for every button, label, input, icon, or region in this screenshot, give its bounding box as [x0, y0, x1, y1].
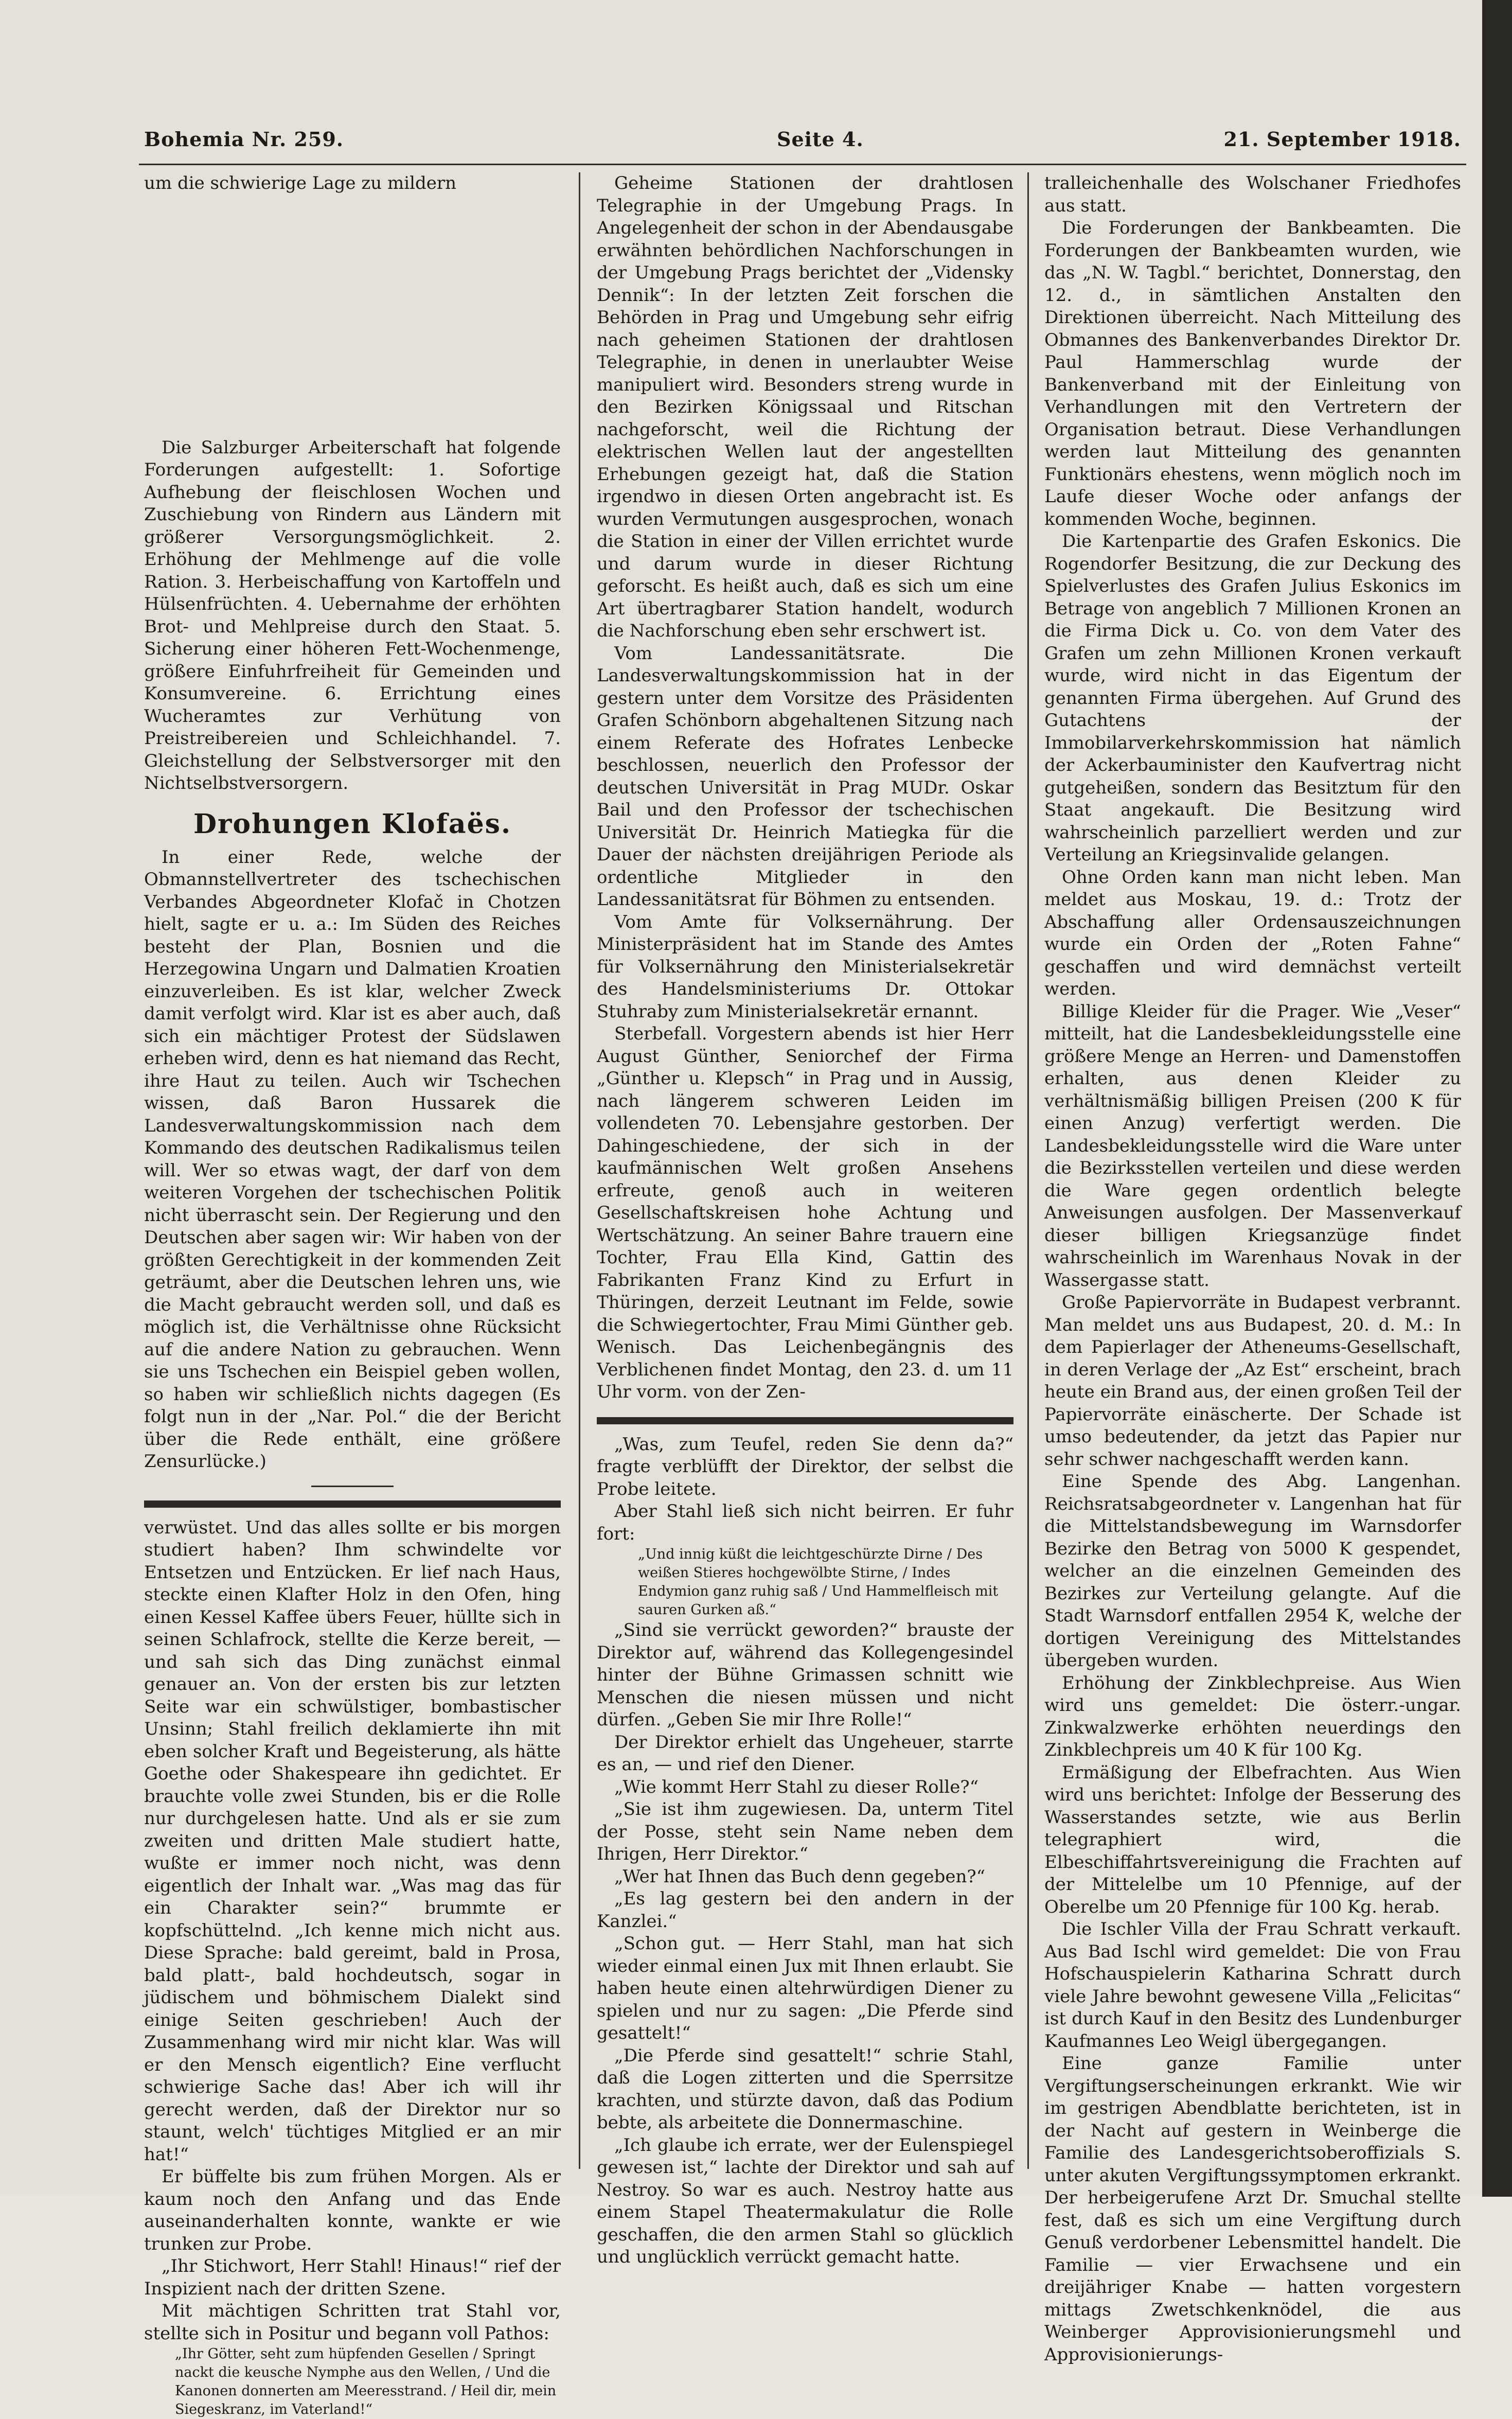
column-divider-2 [1027, 172, 1029, 2169]
article-donation: Eine Spende des Abg. Langenhan. Reichsratsabgeordneter v. Langenhan hat für die Mittelstandsbewegung im Warnsdorfer Bezirke den Betrag von 5000 K gespendet, welcher an die einzelnen Gemeinden des Bezirkes zur Verteilung gelangte. Auf die Stadt Warnsdorf entfallen 2954 K, welche der dortigen Vereinigung des Mittelstandes übergeben wurden. [1044, 1471, 1461, 1671]
article-sanitary-council: Vom Landessanitätsrate. Die Landesverwaltungskommission hat in der gestern unter dem Vorsitze des Präsidenten Grafen Schönborn abgehaltenen Sitzung nach einem Referate des Hofrates Lenbecke beschlossen, neuerlich den Professor der deutschen Universität in Prag MUDr. Oskar Bail und den Professor der tschechischen Universität Dr. Heinrich Matiegka für die Dauer der nächsten dreijährigen Periode als ordentliche Mitglieder in den Landessanitätsrat für Böhmen zu entsenden. [597, 643, 1013, 910]
article-bank-employees: Die Forderungen der Bankbeamten. Die Forderungen der Bankbeamten wurden, wie das „N. W. Tagbl.“ berichtet, Donnerstag, den 12. d., in sämtlichen Anstalten den Direktionen überreicht. Nach Mitteilung des Obmannes des Bankenverbandes Direktor Dr. Paul Hammerschlag wurde der Bankenverband mit der Einleitung von Verhandlungen mit den Vertretern der Organisation betraut. Diese Verhandlungen werden laut Mitteilung des genannten Funktionärs ehestens, wenn möglich noch im Laufe dieser Woche oder anfangs der kommenden Woche, beginnen. [1044, 218, 1461, 529]
feuilleton-poem: „Und innig küßt die leichtgeschürzte Dirne / Des weißen Stieres hochgewölbte Stirne, / Indes Endymion ganz ruhig saß / Und Hammelfleisch mit sauren Gurken aß.“ [638, 1546, 999, 1618]
article-fragment: tralleichenhalle des Wolschaner Friedhofes aus statt. [1044, 173, 1461, 216]
page-number: Seite 4. [777, 128, 864, 151]
issue-date: 21. September 1918. [1223, 128, 1461, 151]
article-clothes: Billige Kleider für die Prager. Wie „Veser“ mitteilt, hat die Landesbekleidungsstelle eine größere Menge an Herren- und Damenstoffen erhalten, aus denen Kleider zu verhältnismäßig billigen Preisen (200 K für einen Anzug) verfertigt werden. Die Landesbekleidungsstelle wird die Ware unter die Bezirksstellen verteilen und diese werden die Ware gegen ordentlich belegte Anweisungen ausfolgen. Der Massenverkauf dieser billigen Kriegsanzüge findet wahrscheinlich im Warenhaus Novak in der Wassergasse statt. [1044, 1001, 1461, 1291]
scan-edge-band [1482, 0, 1512, 2197]
article-end-rule [311, 1486, 394, 1487]
article-order: Ohne Orden kann man nicht leben. Man meldet aus Moskau, 19. d.: Trotz der Abschaffung aller Ordensauszeichnungen wurde ein Orden der „Roten Fahne“ geschaffen und wird demnächst verteilt werden. [1044, 867, 1461, 999]
feuilleton-rule [144, 1500, 561, 1508]
feuilleton-text: „Sie ist ihm zugewiesen. Da, unterm Titel der Posse, steht sein Name neben dem Ihrigen, Herr Direktor.“ [597, 1799, 1013, 1864]
article-paper-fire: Große Papiervorräte in Budapest verbrannt. Man meldet uns aus Budapest, 20. d. M.: In dem Papierlager der Atheneums-Gesellschaft, in deren Verlage der „Az Est“ erscheint, brach heute ein Brand aus, der einen großen Teil der Papiervorräte einäscherte. Der Schade ist umso bedeutender, da jetzt das Papier nur sehr schwer nachgeschafft werden kann. [1044, 1292, 1461, 1470]
feuilleton-text: „Ihr Stichwort, Herr Stahl! Hinaus!“ rief der Inspizient nach der dritten Szene. [144, 2256, 561, 2299]
feuilleton-text: Der Direktor erhielt das Ungeheuer, starrte es an, — und rief den Diener. [597, 1732, 1013, 1775]
article-klofac: In einer Rede, welche der Obmannstellvertreter des tschechischen Verbandes Abgeordneter Klofač in Chotzen hielt, sagte er u. a.: Im Süden des Reiches besteht der Plan, Bosnien und die Herzegowina Ungarn und Dalmatien Kroatien einzuverleiben. Es ist klar, welcher Zweck damit verfolgt wird. Klar ist es aber auch, daß sich ein mächtiger Protest der Südslawen erheben wird, denn es hat niemand das Recht, ihre Haut zu teilen. Auch wir Tschechen wissen, daß Baron Hussarek die Landesverwaltungskommission nach dem Kommando des deutschen Radikalismus teilen will. Wer so etwas wagt, der darf von dem weiteren Vorgehen der tschechischen Politik nicht überrascht sein. Der Regierung und den Deutschen aber sagen wir: Wir haben von der größten Gerechtigkeit in der kommenden Zeit geträumt, aber die Deutschen lehren uns, wie die Macht gebraucht werden soll, und daß es möglich ist, die Verhältnisse ohne Rücksicht auf die andere Nation zu gebrauchen. Wenn sie uns Tschechen ein Beispiel geben wollen, so haben wir schließlich nichts dagegen (Es folgt nun in der „Nar. Pol.“ die der Bericht über die Rede enthält, eine größere Zensurlücke.) [144, 846, 561, 1472]
blank-area [144, 195, 561, 437]
column-middle [597, 172, 1013, 2267]
feuilleton-text: „Schon gut. — Herr Stahl, man hat sich wieder einmal einen Jux mit Ihnen erlaubt. Sie haben heute einen altehrwürdigen Diener zu spielen und nur zu sagen: „Die Pferde sind gesattelt!“ [597, 1933, 1013, 2043]
masthead-issue: Bohemia Nr. 259. [144, 128, 344, 151]
article-poisoning: Eine ganze Familie unter Vergiftungserscheinungen erkrankt. Wie wir im gestrigen Abendblatte berichteten, ist in der Nacht auf gestern in Weinberge die Familie des Landesgerichtsoberoffizials S. unter akuten Vergiftungssymptomen erkrankt. Der herbeigerufene Arzt Dr. Smuchal stellte fest, daß es sich um eine Vergiftung durch Genuß verdorbener Lebensmittel handelt. Die Familie — vier Erwachsene und ein dreijähriger Knabe — hatten vorgestern mittags Zwetschkenknödel, die aus Weinberger Approvisionierungsmehl und Approvisionierungs- [1044, 2053, 1461, 2365]
feuilleton-text: Er büffelte bis zum frühen Morgen. Als er kaum noch den Anfang und das Ende auseinanderhalten konnte, wankte er wie trunken zur Probe. [144, 2166, 561, 2254]
article-food-office: Vom Amte für Volksernährung. Der Ministerpräsident hat im Stande des Amtes für Volksernährung den Ministerialsekretär des Handelsministeriums Dr. Ottokar Stuhraby zum Ministerialsekretär ernannt. [597, 911, 1013, 1022]
feuilleton-text: Aber Stahl ließ sich nicht beirren. Er fuhr fort: [597, 1501, 1013, 1544]
page-header [144, 122, 1461, 164]
article-salzburg: Die Salzburger Arbeiterschaft hat folgende Forderungen aufgestellt: 1. Sofortige Aufhebung der fleischlosen Wochen und Zuschiebung von Rindern aus Ländern mit größerer Versorgungsmöglichkeit. 2. Erhöhung der Mehlmenge auf die volle Ration. 3. Herbeischaffung von Kartoffeln und Hülsenfrüchten. 4. Uebernahme der erhöhten Brot- und Mehlpreise durch den Staat. 5. Sicherung einer höheren Fett-Wochenmenge, größere Einfuhrfreiheit für Gemeinden und Konsumvereine. 6. Errichtung eines Wucheramtes zur Verhütung von Preistreibereien und Schleichhandel. 7. Gleichstellung der Selbstversorger mit den Nichtselbstversorgern. [144, 437, 561, 793]
article-obituary: Sterbefall. Vorgestern abends ist hier Herr August Günther, Seniorchef der Firma „Günther u. Klepsch“ in Prag und in Aussig, nach längerem schweren Leiden im vollendeten 70. Lebensjahre gestorben. Der Dahingeschiedene, der sich in der kaufmännischen Welt großen Ansehens erfreute, genoß auch in weiteren Gesellschaftskreisen hohe Achtung und Wertschätzung. An seiner Bahre trauern eine Tochter, Frau Ella Kind, Gattin des Fabrikanten Franz Kind zu Erfurt in Thüringen, derzeit Leutnant im Felde, sowie die Schwiegertochter, Frau Mimi Günther geb. Wenisch. Das Leichenbegängnis des Verblichenen findet Montag, den 23. d. um 11 Uhr vorm. von der Zen- [597, 1023, 1013, 1402]
column-right [1044, 172, 1461, 2365]
feuilleton-text: verwüstet. Und das alles sollte er bis morgen studiert haben? Ihm schwindelte vor Entsetzen und Entzücken. Er lief nach Haus, steckte einen Klafter Holz in den Ofen, hing einen Kessel Kaffee übers Feuer, hüllte sich in seinen Schlafrock, stellte die Kerze bereit, — und sah sich das Ding zunächst einmal genauer an. Von der ersten bis zur letzten Seite war ein schwülstiger, bombastischer Unsinn; Stahl freilich deklamierte ihn mit eben solcher Kraft und Begeisterung, als hätte Goethe oder Shakespeare ihn gedichtet. Er brauchte volle zwei Stunden, bis er die Rolle nur durchgelesen hatte. Und als er sie zum zweiten und dritten Male studiert hatte, wußte er immer noch nicht, was denn eigentlich der Inhalt war. „Was mag das für ein Charakter sein?“ brummte er kopfschüttelnd. „Ich kenne mich nicht aus. Diese Sprache: bald gereimt, bald in Prosa, bald platt-, bald hochdeutsch, sogar in jüdischem und böhmischem Dialekt sind einige Seiten geschrieben! Auch der Zusammenhang wird mir nicht klar. Was will er den Mensch eigentlich? Eine verflucht schwierige Sache das! Aber ich will ihr gerecht werden, daß der Direktor nur so staunt, welch' tüchtiges Mitglied er an mir hat!“ [144, 1517, 561, 2165]
article-elbe-freight: Ermäßigung der Elbefrachten. Aus Wien wird uns berichtet: Infolge der Besserung des Wasserstandes setzte, wie aus Berlin telegraphiert wird, die Elbeschiffahrtsvereinigung die Frachten auf der Mittelelbe um 10 Pfennige, auf der Oberelbe um 20 Pfennige für 100 Kg. herab. [1044, 1762, 1461, 1917]
feuilleton-rule [597, 1417, 1013, 1424]
feuilleton-text: „Sind sie verrückt geworden?“ brauste der Direktor auf, während das Kollegengesindel hinter der Bühne Grimassen schnitt wie Menschen die niesen müssen und nicht dürfen. „Geben Sie mir Ihre Rolle!“ [597, 1620, 1013, 1730]
feuilleton-text: „Es lag gestern bei den andern in der Kanzlei.“ [597, 1888, 1013, 1932]
article-card-game: Die Kartenpartie des Grafen Eskonics. Die Rogendorfer Besitzung, die zur Deckung des Spielverlustes des Grafen Julius Eskonics im Betrage von angeblich 7 Millionen Kronen an die Firma Dick u. Co. von dem Vater des Grafen um zehn Millionen Kronen verkauft wurde, wird nicht in das Eigentum der genannten Firma übergehen. Auf Grund des Gutachtens der Immobilarverkehrskommission hat nämlich der Ackerbauminister den Kaufvertrag nicht gutgeheißen, sondern das Besitztum für den Staat angekauft. Die Besitzung wird wahrscheinlich parzelliert werden und zur Verteilung an Kriegsinvalide gelangen. [1044, 531, 1461, 865]
feuilleton-text: „Die Pferde sind gesattelt!“ schrie Stahl, daß die Logen zitterten und die Sperrsitze krachten, und stürzte davon, daß das Podium bebte, als arbeitete die Donnermaschine. [597, 2045, 1013, 2133]
section-title: Drohungen Klofaës. [193, 808, 512, 840]
article-zinc-prices: Erhöhung der Zinkblechpreise. Aus Wien wird uns gemeldet: Die österr.-ungar. Zinkwalzwerke erhöhten neuerdings den Zinkblechpreis um 40 K für 100 Kg. [1044, 1672, 1461, 1760]
header-rule [139, 164, 1466, 165]
column-left [144, 172, 561, 2417]
feuilleton-text: „Wie kommt Herr Stahl zu dieser Rolle?“ [614, 1776, 979, 1797]
column-divider-1 [579, 172, 580, 2169]
feuilleton-text: „Was, zum Teufel, reden Sie denn da?“ fragte verblüfft der Direktor, der selbst die Probe leitete. [597, 1434, 1013, 1499]
feuilleton-text: „Ich glaube ich errate, wer der Eulenspiegel gewesen ist,“ lachte der Direktor und sah auf Nestroy. So war es auch. Nestroy hatte aus einem Stapel Theatermakulatur die Rolle geschaffen, die den armen Stahl so glücklich und unglücklich verrückt gemacht hatte. [597, 2134, 1013, 2267]
article-fragment: um die schwierige Lage zu mildern [144, 173, 457, 193]
article-radio-stations: Geheime Stationen der drahtlosen Telegraphie in der Umgebung Prags. In Angelegenheit der schon in der Abendausgabe erwähnten behördlichen Nachforschungen in der Umgebung Prags berichtet der „Vidensky Dennik“: In der letzten Zeit forschen die Behörden in Prag und Umgebung sehr eifrig nach geheimen Stationen der drahtlosen Telegraphie, in denen in unerlaubter Weise manipuliert wird. Besonders streng wurde in den Bezirken Königssaal und Ritschan nachgeforscht, weil die Richtung der elektrischen Wellen laut der angestellten Erhebungen gezeigt hat, daß die Station irgendwo in diesen Orten angebracht ist. Es wurden Vermutungen ausgesprochen, wonach die Station in einer der Villen errichtet wurde und darum wurde in dieser Richtung geforscht. Es heißt auch, daß es sich um eine Art übertragbarer Station handelt, wodurch die Nachforschung eben sehr erschwert ist. [597, 173, 1013, 641]
feuilleton-poem: „Ihr Götter, seht zum hüpfenden Gesellen / Springt nackt die keusche Nymphe aus den Wellen, / Und die Kanonen donnerten am Meeresstrand. / Heil dir, mein Siegeskranz, im Vaterland!“ [175, 2346, 557, 2417]
feuilleton-text: Mit mächtigen Schritten trat Stahl vor, stellte sich in Positur und begann voll Pathos: [144, 2301, 561, 2344]
feuilleton-text: „Wer hat Ihnen das Buch denn gegeben?“ [614, 1866, 986, 1887]
article-schratt-villa: Die Ischler Villa der Frau Schratt verkauft. Aus Bad Ischl wird gemeldet: Die von Frau Hofschauspielerin Katharina Schratt durch viele Jahre bewohnt gewesene Villa „Felicitas“ ist durch Kauf in den Besitz des Lundenburger Kaufmannes Leo Weigl übergegangen. [1044, 1919, 1461, 2052]
